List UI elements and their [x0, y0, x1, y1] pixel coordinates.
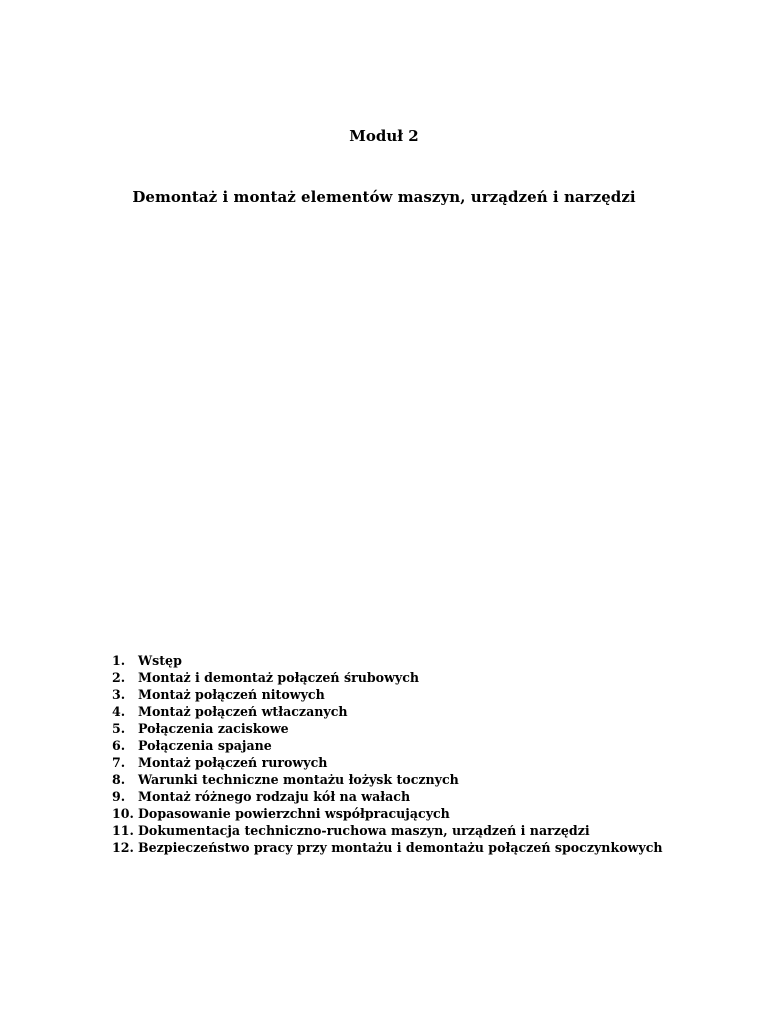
toc-item: [112, 720, 752, 737]
toc-item-number: 3.: [112, 687, 126, 702]
toc-item: [112, 771, 752, 788]
toc-item-number: 12.: [112, 840, 134, 855]
toc-item-text: Dokumentacja techniczno-ruchowa maszyn, urządzeń i narzędzi: [138, 823, 590, 838]
toc-item-number: 5.: [112, 721, 126, 736]
toc-item-text: Montaż i demontaż połączeń śrubowych: [138, 670, 420, 685]
toc-item-text: Montaż połączeń wtłaczanych: [138, 704, 348, 719]
toc-item: [112, 788, 752, 805]
module-label: Moduł 2: [349, 127, 419, 145]
toc-item-text: Połączenia spajane: [138, 738, 272, 753]
toc-item: [112, 669, 752, 686]
toc-item-number: 7.: [112, 755, 126, 770]
document-title: Demontaż i montaż elementów maszyn, urządzeń i narzędzi: [132, 188, 636, 206]
toc-item: [112, 805, 752, 822]
toc-item: [112, 839, 752, 856]
toc-item-text: Bezpieczeństwo pracy przy montażu i demontażu połączeń spoczynkowych: [138, 840, 663, 855]
toc-item-number: 6.: [112, 738, 126, 753]
toc-item-number: 1.: [112, 653, 126, 668]
toc-item-number: 10.: [112, 806, 134, 821]
toc-item: [112, 754, 752, 771]
toc-item: [112, 686, 752, 703]
toc-item-text: Wstęp: [138, 653, 182, 668]
table-of-contents: [112, 652, 752, 856]
toc-item: [112, 737, 752, 754]
toc-item-text: Montaż połączeń nitowych: [138, 687, 325, 702]
toc-item: [112, 822, 752, 839]
toc-item-number: 11.: [112, 823, 134, 838]
toc-item-text: Połączenia zaciskowe: [138, 721, 289, 736]
toc-item-number: 4.: [112, 704, 126, 719]
toc-item-text: Dopasowanie powierzchni współpracujących: [138, 806, 450, 821]
toc-item-number: 9.: [112, 789, 126, 804]
toc-item-text: Warunki techniczne montażu łożysk tocznych: [138, 772, 459, 787]
toc-item-number: 8.: [112, 772, 126, 787]
toc-item-text: Montaż różnego rodzaju kół na wałach: [138, 789, 411, 804]
toc-item: [112, 703, 752, 720]
toc-item: [112, 652, 752, 669]
toc-item-text: Montaż połączeń rurowych: [138, 755, 328, 770]
toc-item-number: 2.: [112, 670, 126, 685]
